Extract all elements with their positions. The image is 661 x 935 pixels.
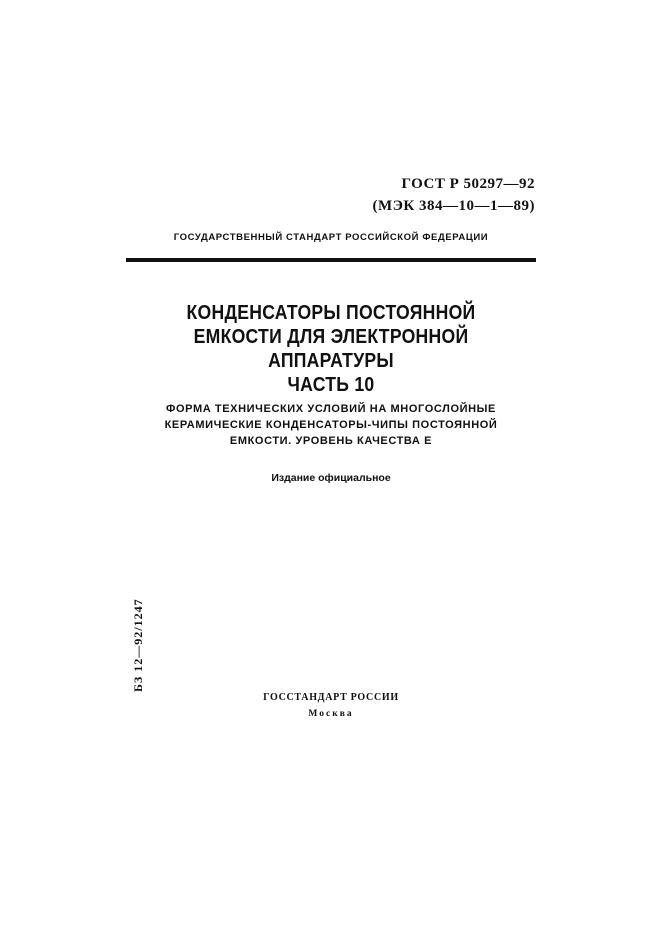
document-title [151, 301, 512, 397]
subtitle-line: ФОРМА ТЕХНИЧЕСКИХ УСЛОВИЙ НА МНОГОСЛОЙНЫЕ [166, 403, 496, 415]
state-standard-label: ГОСУДАРСТВЕННЫЙ СТАНДАРТ РОССИЙСКОЙ ФЕДЕРАЦИИ [173, 232, 489, 243]
standard-number: ГОСТ Р 50297—92 [401, 176, 535, 192]
header-rule [126, 258, 536, 262]
side-code: БЗ 12—92/1247 [131, 598, 145, 692]
title-line: КОНДЕНСАТОРЫ ПОСТОЯННОЙ [186, 302, 476, 324]
subtitle-line: ЕМКОСТИ. УРОВЕНЬ КАЧЕСТВА Е [229, 435, 433, 447]
edition-label: Издание официальное [271, 472, 391, 484]
standard-designation [373, 173, 535, 217]
document-subtitle [126, 401, 536, 449]
publisher-block [126, 690, 536, 722]
publisher-organization: ГОССТАНДАРТ РОССИИ [263, 692, 399, 703]
publisher-city: Москва [308, 709, 354, 719]
title-line: АППАРАТУРЫ [268, 350, 394, 372]
title-line: ЕМКОСТИ ДЛЯ ЭЛЕКТРОННОЙ [193, 326, 469, 348]
title-line: ЧАСТЬ 10 [287, 374, 375, 396]
iec-reference: (МЭК 384—10—1—89) [372, 198, 535, 214]
subtitle-line: КЕРАМИЧЕСКИЕ КОНДЕНСАТОРЫ-ЧИПЫ ПОСТОЯННОЙ [164, 419, 498, 431]
